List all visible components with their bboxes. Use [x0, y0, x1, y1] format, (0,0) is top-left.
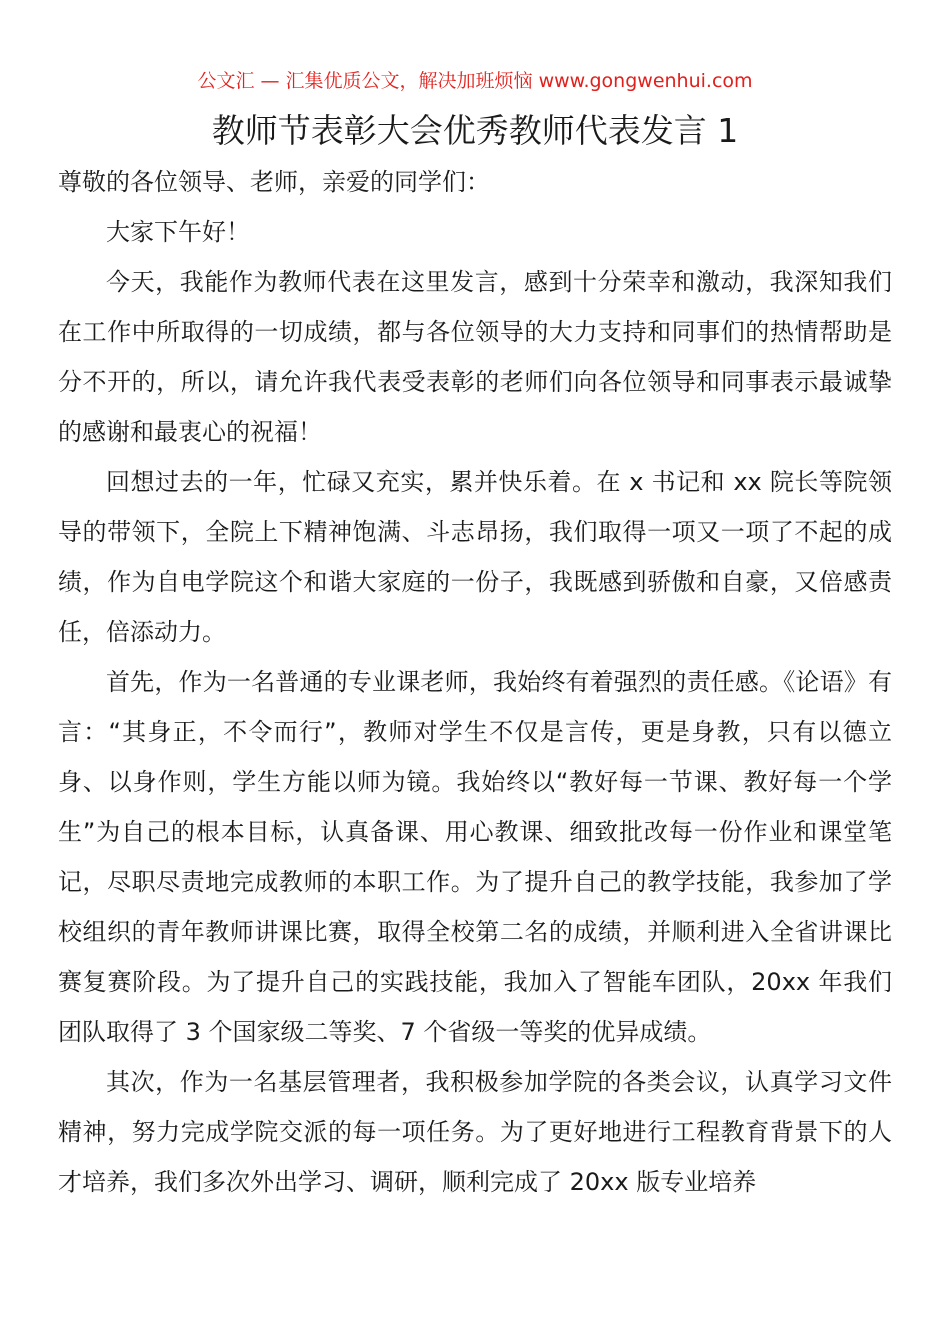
paragraph-manager-role: 其次，作为一名基层管理者，我积极参加学院的各类会议，认真学习文件精神，努力完成学院交派的每一项任务。为了更好地进行工程教育背景下的人才培养，我们多次外出学习、调研，顺利完成了 20xx 版专业培养	[58, 1068, 892, 1196]
paragraph-teacher-role: 首先，作为一名普通的专业课老师，我始终有着强烈的责任感。《论语》有言：“其身正，不令而行”，教师对学生不仅是言传，更是身教，只有以德立身、以身作则，学生方能以师为镜。我始终以“教好每一节课、教好每一个学生”为自己的根本目标，认真备课、用心教课、细致批改每一份作业和课堂笔记，尽职尽责地完成教师的本职工作。为了提升自己的教学技能，我参加了学校组织的青年教师讲课比赛，取得全校第二名的成绩，并顺利进入全省讲课比赛复赛阶段。为了提升自己的实践技能，我加入了智能车团队，20xx 年我们团队取得了 3 个国家级二等奖、7 个省级一等奖的优异成绩。	[58, 668, 892, 1046]
paragraph-greeting: 大家下午好！	[106, 218, 250, 246]
paragraph-thanks: 今天，我能作为教师代表在这里发言，感到十分荣幸和激动，我深知我们在工作中所取得的一切成绩，都与各位领导的大力支持和同事们的热情帮助是分不开的，所以，请允许我代表受表彰的老师们向各位领导和同事表示最诚挚的感谢和最衷心的祝福！	[58, 268, 892, 446]
document-title: 教师节表彰大会优秀教师代表发言 1	[211, 111, 739, 150]
document-body	[58, 157, 892, 1207]
header-banner[interactable]: 公文汇 — 汇集优质公文，解决加班烦恼 www.gongwenhui.com	[197, 70, 753, 92]
salutation: 尊敬的各位领导、老师，亲爱的同学们：	[58, 168, 490, 196]
paragraph-review: 回想过去的一年，忙碌又充实，累并快乐着。在 x 书记和 xx 院长等院领导的带领下，全院上下精神饱满、斗志昂扬，我们取得一项又一项了不起的成绩，作为自电学院这个和谐大家庭的一份子，我既感到骄傲和自豪，又倍感责任，倍添动力。	[58, 468, 892, 646]
